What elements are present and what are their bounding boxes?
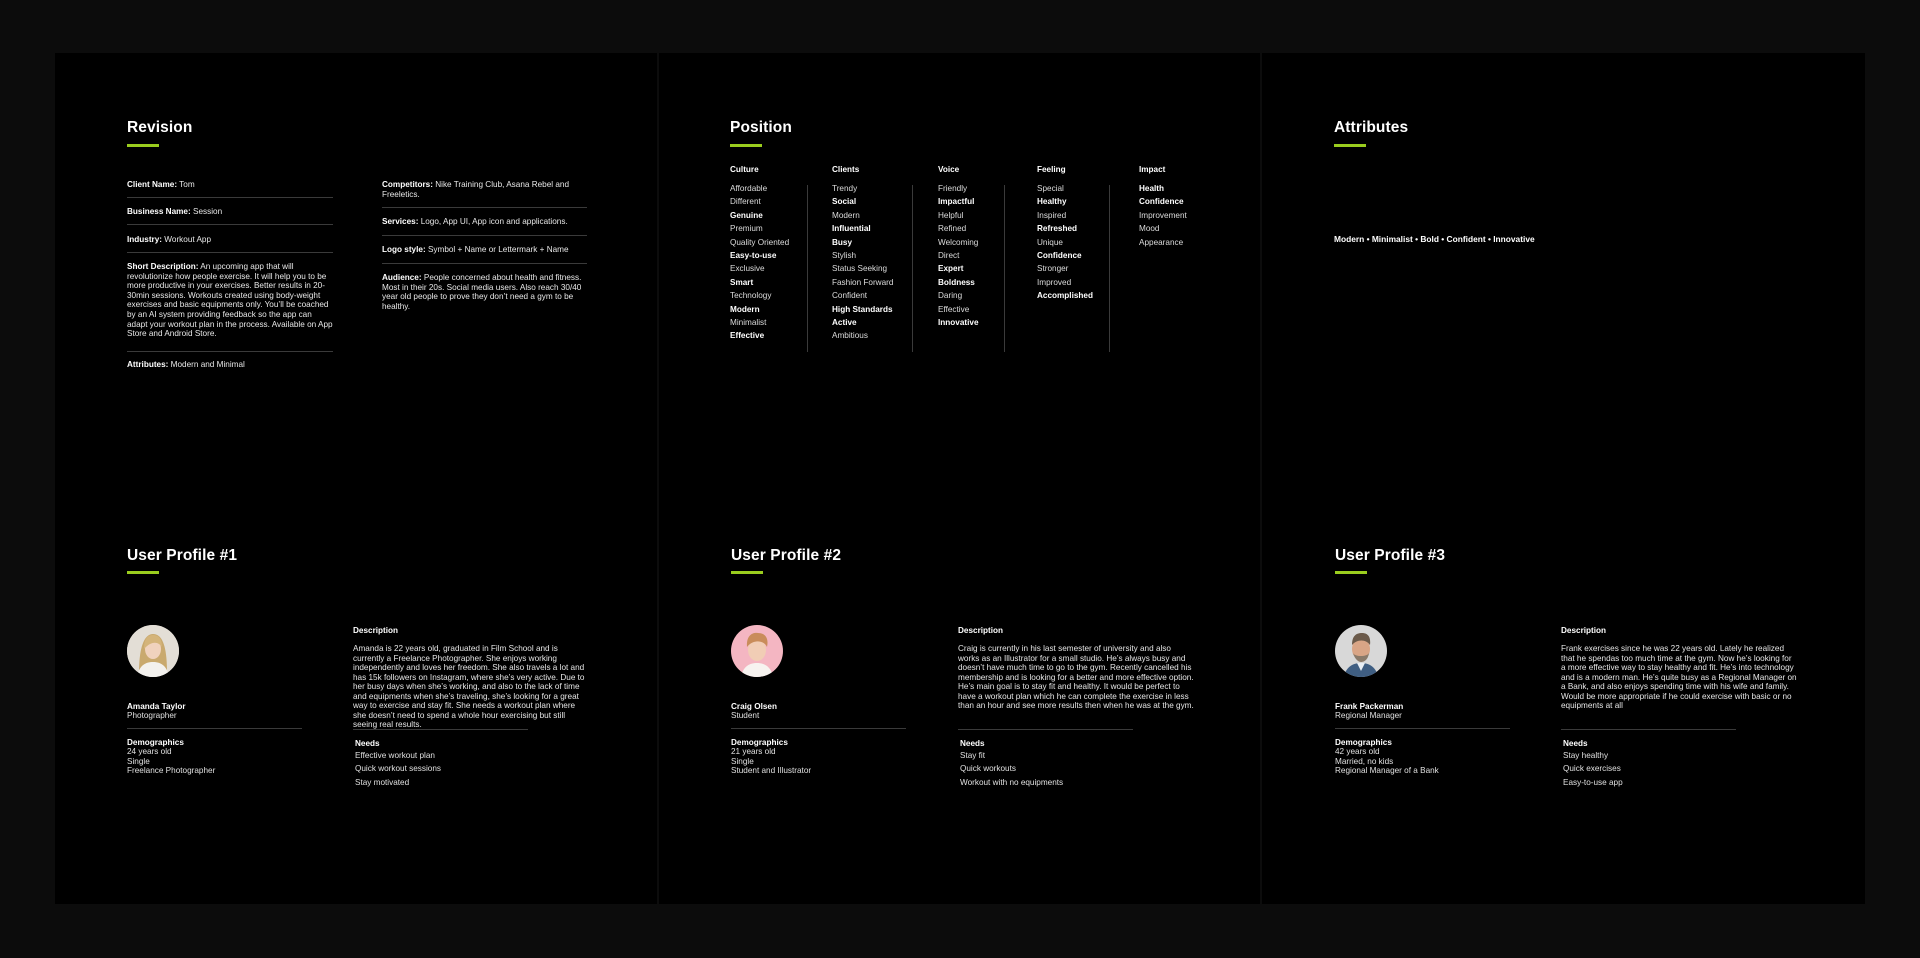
need-item: Easy-to-use app	[1563, 777, 1623, 787]
position-title: Position	[730, 119, 792, 136]
position-item: Exclusive	[730, 264, 765, 274]
field-industry: Industry: Workout App	[127, 235, 212, 244]
field-logo-style: Logo style: Symbol + Name or Lettermark + Name	[382, 245, 569, 254]
column-divider	[807, 185, 808, 352]
position-item: Minimalist	[730, 317, 767, 327]
divider	[127, 224, 333, 225]
position-item: Helpful	[938, 210, 964, 220]
profile-1-demographics	[127, 747, 215, 776]
position-item: Premium	[730, 224, 763, 234]
profile-3-role: Regional Manager	[1335, 711, 1402, 720]
need-item: Workout with no equipments	[960, 777, 1064, 787]
position-item: Welcoming	[938, 237, 979, 247]
column-head: Feeling	[1037, 165, 1066, 174]
position-item: Status Seeking	[832, 264, 888, 274]
need-item: Quick workouts	[960, 764, 1016, 774]
profile-2-description-label: Description	[958, 626, 1004, 635]
position-item: Affordable	[730, 184, 768, 193]
profile-3-demographics-label: Demographics	[1335, 738, 1392, 747]
profile-2-demographics	[731, 747, 811, 776]
profile-3-needs	[1563, 749, 1623, 789]
revision-accent-bar	[127, 144, 159, 147]
profile-2-role: Student	[731, 711, 760, 720]
position-item: Impactful	[938, 197, 975, 207]
divider	[127, 252, 333, 253]
need-item: Quick exercises	[1563, 764, 1621, 774]
position-item: Mood	[1139, 224, 1160, 234]
need-item: Stay healthy	[1563, 751, 1609, 760]
position-item: Fashion Forward	[832, 277, 894, 287]
column-head: Impact	[1139, 165, 1166, 174]
position-item: Trendy	[832, 184, 858, 193]
position-column-impact	[1139, 165, 1187, 249]
position-item: Quality Oriented	[730, 237, 790, 247]
panel-left	[55, 53, 657, 904]
profile-1-demographics-label: Demographics	[127, 738, 184, 747]
column-divider	[1004, 185, 1005, 352]
column-head: Clients	[832, 165, 860, 174]
profile-2-accent-bar	[731, 571, 763, 574]
man-avatar	[1335, 625, 1387, 677]
position-item: Refreshed	[1037, 224, 1078, 234]
need-item: Stay motivated	[355, 777, 410, 787]
position-item: Direct	[938, 250, 960, 260]
divider	[1335, 728, 1510, 729]
divider	[958, 729, 1133, 730]
field-services: Services: Logo, App UI, App icon and applications.	[382, 217, 568, 226]
profile-1-description: Amanda is 22 years old, graduated in Film School and is currently a Freelance Photographer. She enjoys working independently and loves her freedom. She also travels a lot and has 15k followers on Instagram, where she’s very active. Due to her busy days when she’s working, and also to the lack of time and equipments when she’s traveling, she’s looking for a great way to exercise and stay fit. She needs a workout plan where she doesn’t need to spend a whole hour exercising but still seeing real results.	[353, 644, 585, 729]
profile-2-title: User Profile #2	[731, 547, 842, 564]
divider	[127, 351, 333, 352]
position-item: Effective	[938, 304, 970, 314]
field-short-description: Short Description: An upcoming app that will revolutionize how people exercise. It will help you to be more productive in your exercises. Better results in 20-30min sessions. Workouts created using body-weight exercises and basic equipments only. You’ll be coached by an AI system providing feedback so the app can adapt your workout plan in the process. Available on App Store and Android Store.	[127, 262, 333, 339]
attributes-accent-bar	[1334, 144, 1366, 147]
position-item: Healthy	[1037, 197, 1067, 207]
demographic-line: Single	[127, 756, 150, 766]
position-item: Busy	[832, 237, 853, 247]
panel-middle	[659, 53, 1260, 904]
column-head: Culture	[730, 165, 759, 174]
profile-2-needs	[960, 749, 1063, 789]
position-item: Special	[1037, 184, 1064, 193]
column-divider	[1109, 185, 1110, 352]
need-item: Stay fit	[960, 751, 986, 760]
position-column-culture	[730, 165, 789, 343]
profile-1-description-label: Description	[353, 626, 399, 635]
profile-3-description: Frank exercises since he was 22 years old. Lately he realized that he spendas too much time at the gym. Now he’s looking for a more effective way to stay healthy and fit. He’s into technology and is a modern man. He’s quite busy as a Regional Manager on a Bank, and also enjoys spending time with his wife and family. Would be more appropriate if he could exercise with basic or no equipments at all	[1561, 644, 1797, 710]
position-item: Ambitious	[832, 331, 868, 341]
divider	[731, 728, 906, 729]
position-item: Modern	[832, 210, 860, 220]
position-item: Boldness	[938, 277, 975, 287]
demographic-line: 42 years old	[1335, 747, 1380, 756]
woman-avatar	[127, 625, 179, 677]
profile-3-demographics	[1335, 747, 1439, 776]
profile-1-title: User Profile #1	[127, 547, 238, 564]
position-item: Technology	[730, 291, 772, 301]
position-item: Expert	[938, 264, 964, 274]
divider	[382, 263, 587, 264]
position-item: Stronger	[1037, 264, 1069, 274]
demographic-line: 21 years old	[731, 747, 776, 756]
profile-1-role: Photographer	[127, 711, 177, 720]
profile-2-needs-label: Needs	[960, 739, 985, 748]
position-item: Unique	[1037, 237, 1063, 247]
demographic-line: Student and Illustrator	[731, 766, 812, 775]
position-item: Refined	[938, 224, 967, 234]
position-item: Effective	[730, 331, 765, 341]
profile-3-description-label: Description	[1561, 626, 1607, 635]
position-item: Inspired	[1037, 210, 1067, 220]
field-attributes: Attributes: Modern and Minimal	[127, 360, 245, 369]
divider	[382, 235, 587, 236]
position-item: Accomplished	[1037, 291, 1093, 301]
position-column-feeling	[1037, 165, 1093, 303]
position-item: Confidence	[1037, 250, 1082, 260]
need-item: Effective workout plan	[355, 751, 435, 760]
panel-right	[1262, 53, 1865, 904]
position-item: Innovative	[938, 317, 979, 327]
position-item: Friendly	[938, 184, 968, 193]
column-divider	[912, 185, 913, 352]
profile-1-name: Amanda Taylor	[127, 702, 186, 711]
position-item: Social	[832, 197, 857, 207]
field-audience: Audience: People concerned about health and fitness. Most in their 20s. Social media users. Also reach 30/40 year old people to prove they don’t need a gym to be healthy.	[382, 273, 582, 311]
position-item: Confident	[832, 291, 868, 301]
field-competitors: Competitors: Nike Training Club, Asana Rebel and Freeletics.	[382, 180, 570, 199]
attributes-list: Modern • Minimalist • Bold • Confident • Innovative	[1334, 234, 1535, 244]
divider	[127, 197, 333, 198]
attributes-title: Attributes	[1334, 119, 1409, 136]
position-item: Easy-to-use	[730, 250, 777, 260]
field-business-name: Business Name: Session	[127, 207, 223, 216]
divider	[127, 728, 302, 729]
profile-2-demographics-label: Demographics	[731, 738, 788, 747]
profile-3-accent-bar	[1335, 571, 1367, 574]
divider	[382, 207, 587, 208]
profile-1-needs	[355, 749, 441, 789]
revision-title: Revision	[127, 119, 193, 136]
profile-1-needs-label: Needs	[355, 739, 380, 748]
position-item: High Standards	[832, 304, 893, 314]
position-item: Confidence	[1139, 197, 1184, 207]
demographic-line: Regional Manager of a Bank	[1335, 766, 1439, 775]
position-item: Smart	[730, 277, 754, 287]
profile-3-name: Frank Packerman	[1335, 702, 1404, 711]
position-item: Improved	[1037, 277, 1072, 287]
young-man-avatar	[731, 625, 783, 677]
position-item: Modern	[730, 304, 760, 314]
column-head: Voice	[938, 165, 960, 174]
position-item: Improvement	[1139, 210, 1187, 220]
profile-3-needs-label: Needs	[1563, 739, 1588, 748]
profile-2-description: Craig is currently in his last semester of university and also works as an Illustrator for a small studio. He’s always busy and doesn’t have much time to go to the gym. Recently cancelled his membership and is looking for a better and more effective option. He’s main goal is to stay fit and healthy. It would be perfect to have a workout plan which he can complete the exercise in less than an hour and see more results then when he was at the gym.	[958, 644, 1194, 710]
position-item: Stylish	[832, 250, 857, 260]
position-item: Genuine	[730, 210, 763, 220]
divider	[1561, 729, 1736, 730]
profile-3-title: User Profile #3	[1335, 547, 1446, 564]
position-item: Active	[832, 317, 857, 327]
profile-1-accent-bar	[127, 571, 159, 574]
position-item: Influential	[832, 224, 871, 234]
position-item: Appearance	[1139, 237, 1184, 247]
demographic-line: 24 years old	[127, 747, 172, 756]
demographic-line: Married, no kids	[1335, 756, 1394, 766]
demographic-line: Single	[731, 756, 754, 766]
demographic-line: Freelance Photographer	[127, 766, 216, 775]
position-item: Health	[1139, 184, 1165, 193]
position-item: Daring	[938, 291, 963, 301]
position-column-voice	[938, 165, 979, 329]
position-column-clients	[832, 165, 893, 343]
field-client-name: Client Name: Tom	[127, 180, 195, 189]
position-item: Different	[730, 197, 761, 207]
position-accent-bar	[730, 144, 762, 147]
divider	[353, 729, 528, 730]
need-item: Quick workout sessions	[355, 764, 442, 774]
profile-2-name: Craig Olsen	[731, 702, 777, 711]
